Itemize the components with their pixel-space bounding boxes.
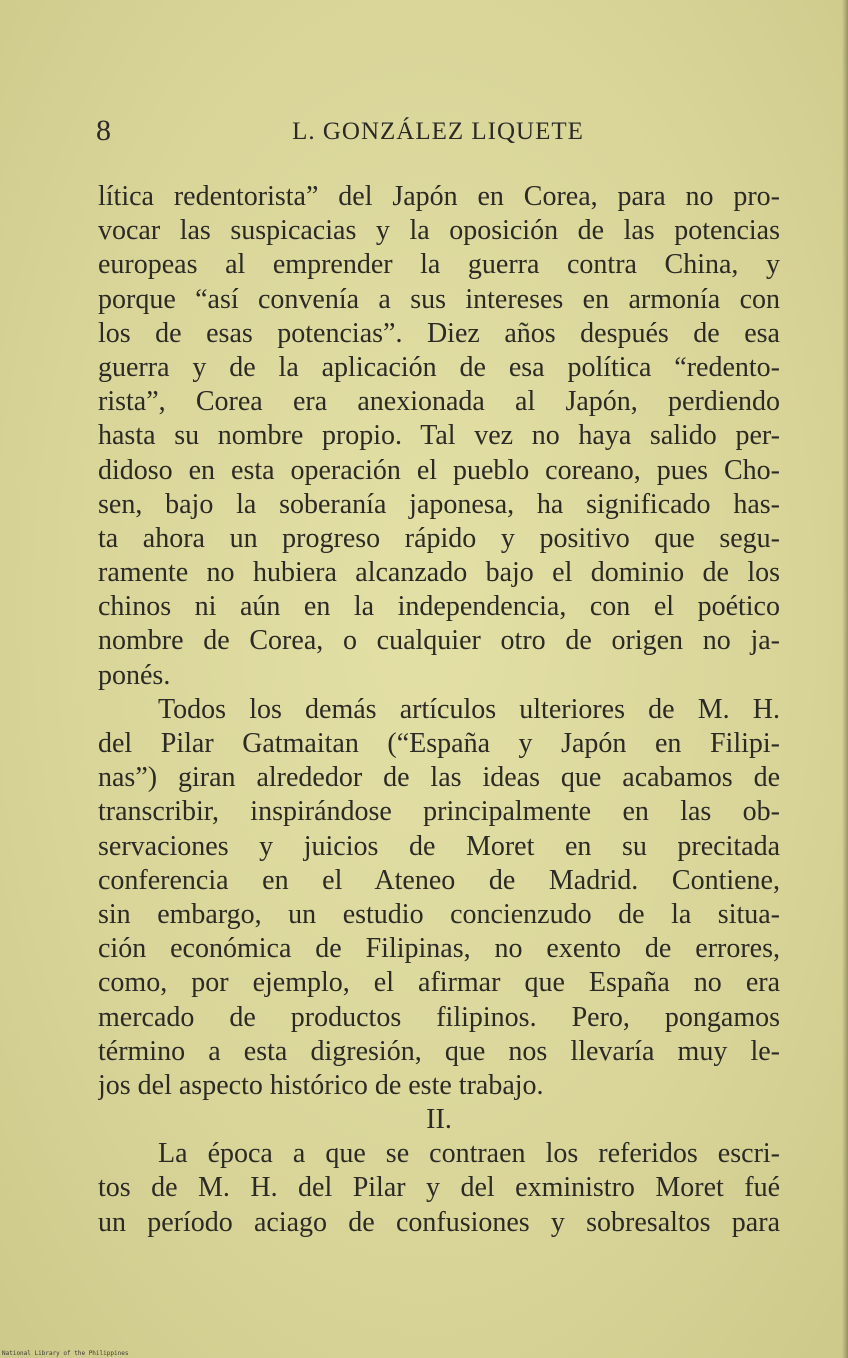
text-line: europeas al emprender la guerra contra China, y xyxy=(98,249,780,281)
text-line: del Pilar Gatmaitan (“España y Japón en Filipi- xyxy=(98,728,780,759)
text-line: rista”, Corea era anexionada al Japón, perdiendo xyxy=(98,386,780,418)
text-line: sen, bajo la soberanía japonesa, ha significado has- xyxy=(98,488,780,520)
page-number: 8 xyxy=(96,114,111,147)
section-heading: II. xyxy=(426,1104,452,1136)
text-line: ta ahora un progreso rápido y positivo que segu- xyxy=(98,522,780,554)
text-line: sin embargo, un estudio concienzudo de la situa- xyxy=(98,898,780,930)
text-line: servaciones y juicios de Moret en su precitada xyxy=(98,830,780,862)
paragraph-end-line: jos del aspecto histórico de este trabajo. xyxy=(98,1069,544,1101)
text-line: guerra y de la aplicación de esa política “redento- xyxy=(98,351,780,383)
body-text xyxy=(98,180,780,1240)
library-credit: National Library of the Philippines xyxy=(2,1350,129,1357)
paragraph-start-line: Todos los demás artículos ulteriores de M. H. xyxy=(158,693,780,725)
text-line: como, por ejemplo, el afirmar que España no era xyxy=(98,967,780,999)
text-line: un período aciago de confusiones y sobresaltos para xyxy=(98,1206,780,1238)
text-line: nas”) giran alrededor de las ideas que acabamos de xyxy=(98,762,780,794)
paragraph-end-line: ponés. xyxy=(98,659,171,691)
page-header xyxy=(96,112,780,152)
text-line: nombre de Corea, o cualquier otro de origen no ja- xyxy=(98,625,780,657)
text-line: conferencia en el Ateneo de Madrid. Contiene, xyxy=(98,864,780,896)
text-line: lítica redentorista” del Japón en Corea, para no pro- xyxy=(98,181,780,212)
text-line: transcribir, inspirándose principalmente en las ob- xyxy=(98,796,780,828)
text-line: didoso en esta operación el pueblo coreano, pues Cho- xyxy=(98,454,780,486)
text-line: término a esta digresión, que nos llevaría muy le- xyxy=(98,1035,780,1067)
text-line: chinos ni aún en la independencia, con el poético xyxy=(98,591,780,623)
text-line: mercado de productos filipinos. Pero, pongamos xyxy=(98,1001,780,1033)
text-line: ramente no hubiera alcanzado bajo el dominio de los xyxy=(98,557,780,589)
paragraph-start-line: La época a que se contraen los referidos escri- xyxy=(158,1138,780,1170)
text-line: los de esas potencias”. Diez años después de esa xyxy=(98,317,780,349)
page-edge-shadow xyxy=(842,0,848,1358)
text-line: ción económica de Filipinas, no exento de errores, xyxy=(98,933,780,965)
running-head: L. GONZÁLEZ LIQUETE xyxy=(292,118,584,145)
text-line: vocar las suspicacias y la oposición de las potencias xyxy=(98,215,780,247)
text-line: tos de M. H. del Pilar y del exministro Moret fué xyxy=(98,1172,780,1204)
text-line: hasta su nombre propio. Tal vez no haya salido per- xyxy=(98,420,780,452)
text-line: porque “así convenía a sus intereses en armonía con xyxy=(98,283,780,315)
